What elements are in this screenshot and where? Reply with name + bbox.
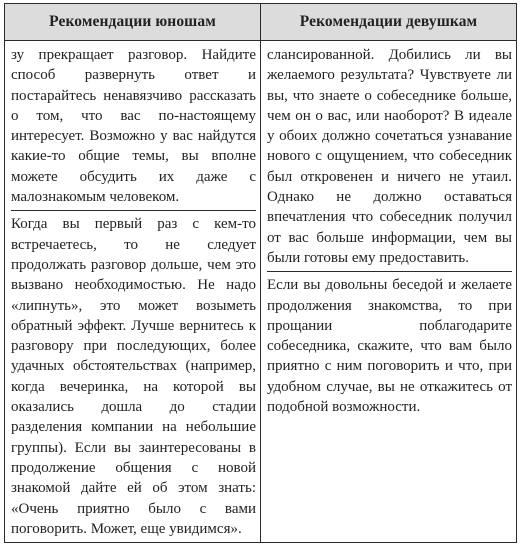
tip-paragraph: сланcированной. Добились ли вы желаемого результата? Чувствуете ли вы, что знаете о собеседнике больше, чем он о вас, или наоборот? В идеале у обоих должно сочетаться узнавание нового с ощущением, что собеседник был откровенен и ничего не утаил. Однако не должно оставаться впечатления что собеседник получил от вас больше информации, чем вы были готовы ему предоставить. (267, 47, 512, 266)
header-young-men: Рекомендации юношам (5, 4, 261, 41)
tip-paragraph: Если вы довольны беседой и желаете продолжения знакомства, то при прощании поблагодарите собеседника, скажите, что вам было приятно с ним поговорить и что, при удобном случае, вы не откажитесь от подобной возможности. (267, 271, 512, 420)
page (4, 3, 516, 543)
recommendations-table (4, 3, 517, 543)
header-young-women: Рекомендации девушкам (261, 4, 517, 41)
tip-paragraph: Когда вы первый раз с кем-то встречаетесь, то не следует продолжать разговор дольше, чем это вызвано необходимостью. Не надо «липнуть», это может возыметь обратный эффект. Лучше вернитесь к разговору при последующих, более удачных обстоятельствах (например, когда вечеринка, на которой вы оказались дошла до стадии разделения компании на небольшие группы). Если вы заинтересованы в продолжение общения с новой знакомой дайте ей об этом знать: «Очень приятно было с вами поговорить. Может, еще увидимся». (11, 210, 256, 542)
table-row (5, 41, 517, 543)
tip-paragraph: зу прекращает разговор. Найдите способ развернуть ответ и постарайтесь ненавязчиво рассказать о том, что вас по-настоящему интересует. Возможно у вас найдутся какие-то общие темы, вы вполне можете обсудить их даже с малознакомым человеком. (11, 47, 256, 206)
table-header-row (5, 4, 517, 41)
column-young-men (5, 41, 261, 543)
column-young-women (261, 41, 517, 543)
